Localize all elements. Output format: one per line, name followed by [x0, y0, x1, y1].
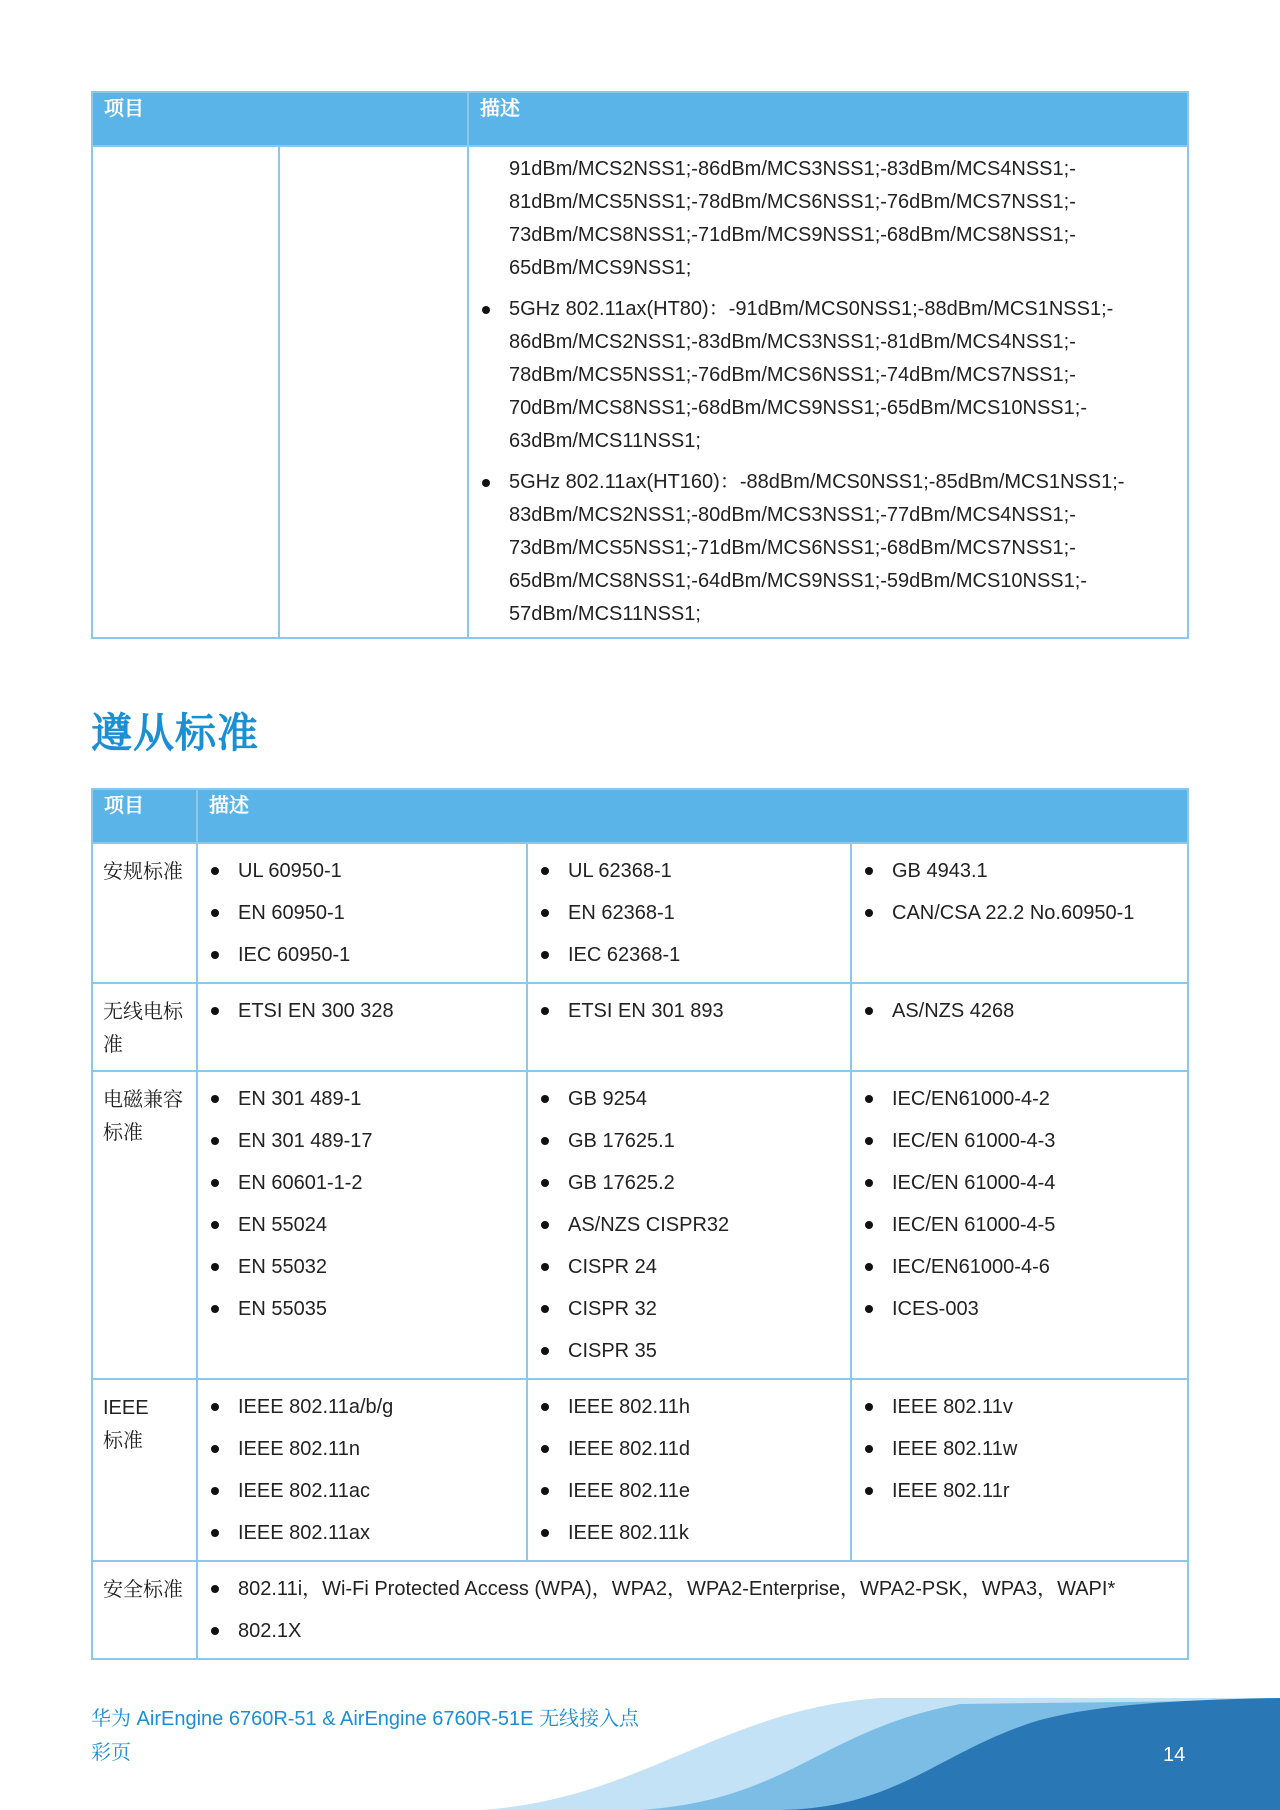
col-cell [527, 983, 851, 1071]
list-item: IEEE 802.11r [852, 1470, 1187, 1512]
list-item: IEEE 802.11h [528, 1386, 850, 1428]
table-row [92, 1379, 1188, 1561]
list-item: 5GHz 802.11ax(HT160)：-88dBm/MCS0NSS1;-85dBm/MCS1NSS1;- 83dBm/MCS2NSS1;-80dBm/MCS3NSS1;-77dBm/MCS4NSS1;- 73dBm/MCS5NSS1;-71dBm/MCS6NSS1;-68dBm/MCS7NSS1;- 65dBm/MCS8NSS1;-64dBm/MCS9NSS1;-59dBm/MCS10NSS1;- 57dBm/MCS11NSS1; [469, 466, 1187, 631]
bullet-icon [865, 1221, 873, 1229]
col-cell [197, 1379, 527, 1561]
list-item: IEEE 802.11a/b/g [198, 1386, 526, 1428]
bullet-icon [865, 867, 873, 875]
list-item: ICES-003 [852, 1288, 1187, 1330]
col-cell [851, 1379, 1188, 1561]
bullet-icon [211, 1529, 219, 1537]
bullet-icon [865, 1179, 873, 1187]
list-item: AS/NZS CISPR32 [528, 1204, 850, 1246]
list-item: GB 17625.2 [528, 1162, 850, 1204]
bullet-icon [541, 1445, 549, 1453]
bullet-icon [541, 1487, 549, 1495]
list-item: GB 4943.1 [852, 850, 1187, 892]
list-item: UL 62368-1 [528, 850, 850, 892]
bullet-icon [541, 1347, 549, 1355]
header-desc: 描述 [468, 92, 1188, 146]
list-item: ETSI EN 300 328 [198, 990, 526, 1032]
receiver-sensitivity-table [91, 91, 1189, 639]
bullet-icon [211, 1137, 219, 1145]
row-label: IEEE 标准 [92, 1379, 197, 1561]
col-cell [197, 1071, 527, 1379]
list-item: GB 9254 [528, 1078, 850, 1120]
row-label: 电磁兼容标准 [92, 1071, 197, 1379]
bullet-icon [541, 1305, 549, 1313]
list-item: EN 301 489-1 [198, 1078, 526, 1120]
list-item: ETSI EN 301 893 [528, 990, 850, 1032]
bullet-icon [211, 867, 219, 875]
list-item: IEEE 802.11n [198, 1428, 526, 1470]
bullet-icon [865, 1095, 873, 1103]
bullet-icon [482, 306, 490, 314]
table-row [92, 1561, 1188, 1659]
list-item: IEC/EN 61000-4-3 [852, 1120, 1187, 1162]
bullet-icon [211, 1007, 219, 1015]
list-item: EN 55024 [198, 1204, 526, 1246]
list-item: CISPR 24 [528, 1246, 850, 1288]
list-item: CISPR 32 [528, 1288, 850, 1330]
bullet-icon [541, 1007, 549, 1015]
section-title: 遵从标准 [91, 710, 259, 756]
bullet-icon [865, 1263, 873, 1271]
bullet-icon [541, 867, 549, 875]
bullet-icon [541, 1403, 549, 1411]
bullet-icon [482, 479, 490, 487]
bullet-icon [541, 1221, 549, 1229]
list-item: GB 17625.1 [528, 1120, 850, 1162]
list-item: IEC/EN61000-4-2 [852, 1078, 1187, 1120]
list-item: EN 62368-1 [528, 892, 850, 934]
bullet-icon [211, 1627, 219, 1635]
bullet-icon [865, 1007, 873, 1015]
bullet-icon [211, 1263, 219, 1271]
list-item: IEEE 802.11ac [198, 1470, 526, 1512]
col-cell [851, 843, 1188, 983]
standards-table [91, 788, 1189, 1660]
bullet-icon [541, 1179, 549, 1187]
list-item: CISPR 35 [528, 1330, 850, 1372]
bullet-icon [211, 1179, 219, 1187]
col-cell [197, 983, 527, 1071]
list-item: UL 60950-1 [198, 850, 526, 892]
bullet-icon [211, 1487, 219, 1495]
desc-cell [468, 146, 1188, 638]
list-item: IEC 62368-1 [528, 934, 850, 976]
header-item: 项目 [92, 92, 468, 146]
bullet-icon [211, 951, 219, 959]
col-cell [197, 1561, 1188, 1659]
list-item: IEEE 802.11d [528, 1428, 850, 1470]
table-row [92, 1071, 1188, 1379]
list-item: IEC 60950-1 [198, 934, 526, 976]
table-header-row [92, 92, 1188, 146]
bullet-icon [541, 1529, 549, 1537]
table-row [92, 983, 1188, 1071]
list-item: IEC/EN 61000-4-4 [852, 1162, 1187, 1204]
col-cell [527, 1071, 851, 1379]
bullet-icon [865, 1487, 873, 1495]
col-cell [851, 983, 1188, 1071]
list-item: 5GHz 802.11ax(HT80)：-91dBm/MCS0NSS1;-88dBm/MCS1NSS1;- 86dBm/MCS2NSS1;-83dBm/MCS3NSS1;-81dBm/MCS4NSS1;- 78dBm/MCS5NSS1;-76dBm/MCS6NSS1;-74dBm/MCS7NSS1;- 70dBm/MCS8NSS1;-68dBm/MCS9NSS1;-65dBm/MCS10NSS1;- 63dBm/MCS11NSS1; [469, 293, 1187, 458]
empty-cell [279, 146, 468, 638]
table-header-row [92, 789, 1188, 843]
list-item: EN 301 489-17 [198, 1120, 526, 1162]
list-item: IEEE 802.11w [852, 1428, 1187, 1470]
list-item: IEEE 802.11k [528, 1512, 850, 1554]
list-item: IEEE 802.11ax [198, 1512, 526, 1554]
row-label: 无线电标准 [92, 983, 197, 1071]
list-item: EN 55032 [198, 1246, 526, 1288]
list-item: CAN/CSA 22.2 No.60950-1 [852, 892, 1187, 934]
list-item: IEEE 802.11e [528, 1470, 850, 1512]
header-item: 项目 [92, 789, 197, 843]
bullet-icon [541, 951, 549, 959]
list-item: IEC/EN 61000-4-5 [852, 1204, 1187, 1246]
bullet-icon [865, 1137, 873, 1145]
bullet-icon [211, 909, 219, 917]
bullet-icon [211, 1221, 219, 1229]
page-number: 14 [1163, 1744, 1186, 1766]
bullet-icon [865, 1403, 873, 1411]
empty-cell [92, 146, 279, 638]
col-cell [197, 843, 527, 983]
col-cell [527, 843, 851, 983]
list-item: AS/NZS 4268 [852, 990, 1187, 1032]
bullet-icon [211, 1095, 219, 1103]
bullet-icon [211, 1585, 219, 1593]
bullet-icon [541, 1137, 549, 1145]
col-cell [851, 1071, 1188, 1379]
footer-doc-title: 华为 AirEngine 6760R-51 & AirEngine 6760R-51E 无线接入点彩页 [91, 1708, 640, 1764]
table-row [92, 843, 1188, 983]
continued-line: 65dBm/MCS9NSS1; [509, 257, 692, 279]
table-row [92, 146, 1188, 638]
bullet-icon [211, 1305, 219, 1313]
list-item: 802.1X [198, 1610, 1187, 1652]
continued-line: 73dBm/MCS8NSS1;-71dBm/MCS9NSS1;-68dBm/MCS8NSS1;- [509, 224, 1076, 246]
bullet-icon [541, 909, 549, 917]
col-cell [527, 1379, 851, 1561]
bullet-icon [865, 1305, 873, 1313]
continued-line: 91dBm/MCS2NSS1;-86dBm/MCS3NSS1;-83dBm/MCS4NSS1;- [509, 158, 1076, 180]
list-item: EN 55035 [198, 1288, 526, 1330]
bullet-icon [541, 1263, 549, 1271]
row-label: 安规标准 [92, 843, 197, 983]
list-item: EN 60950-1 [198, 892, 526, 934]
row-label: 安全标准 [92, 1561, 197, 1659]
list-item: EN 60601-1-2 [198, 1162, 526, 1204]
bullet-icon [211, 1403, 219, 1411]
list-item: IEC/EN61000-4-6 [852, 1246, 1187, 1288]
bullet-icon [865, 909, 873, 917]
continued-line: 81dBm/MCS5NSS1;-78dBm/MCS6NSS1;-76dBm/MCS7NSS1;- [509, 191, 1076, 213]
bullet-icon [865, 1445, 873, 1453]
list-item: IEEE 802.11v [852, 1386, 1187, 1428]
list-item: 802.11i，Wi-Fi Protected Access (WPA)，WPA2，WPA2-Enterprise，WPA2-PSK，WPA3，WAPI* [198, 1568, 1187, 1610]
bullet-icon [541, 1095, 549, 1103]
header-desc: 描述 [197, 789, 1188, 843]
bullet-icon [211, 1445, 219, 1453]
